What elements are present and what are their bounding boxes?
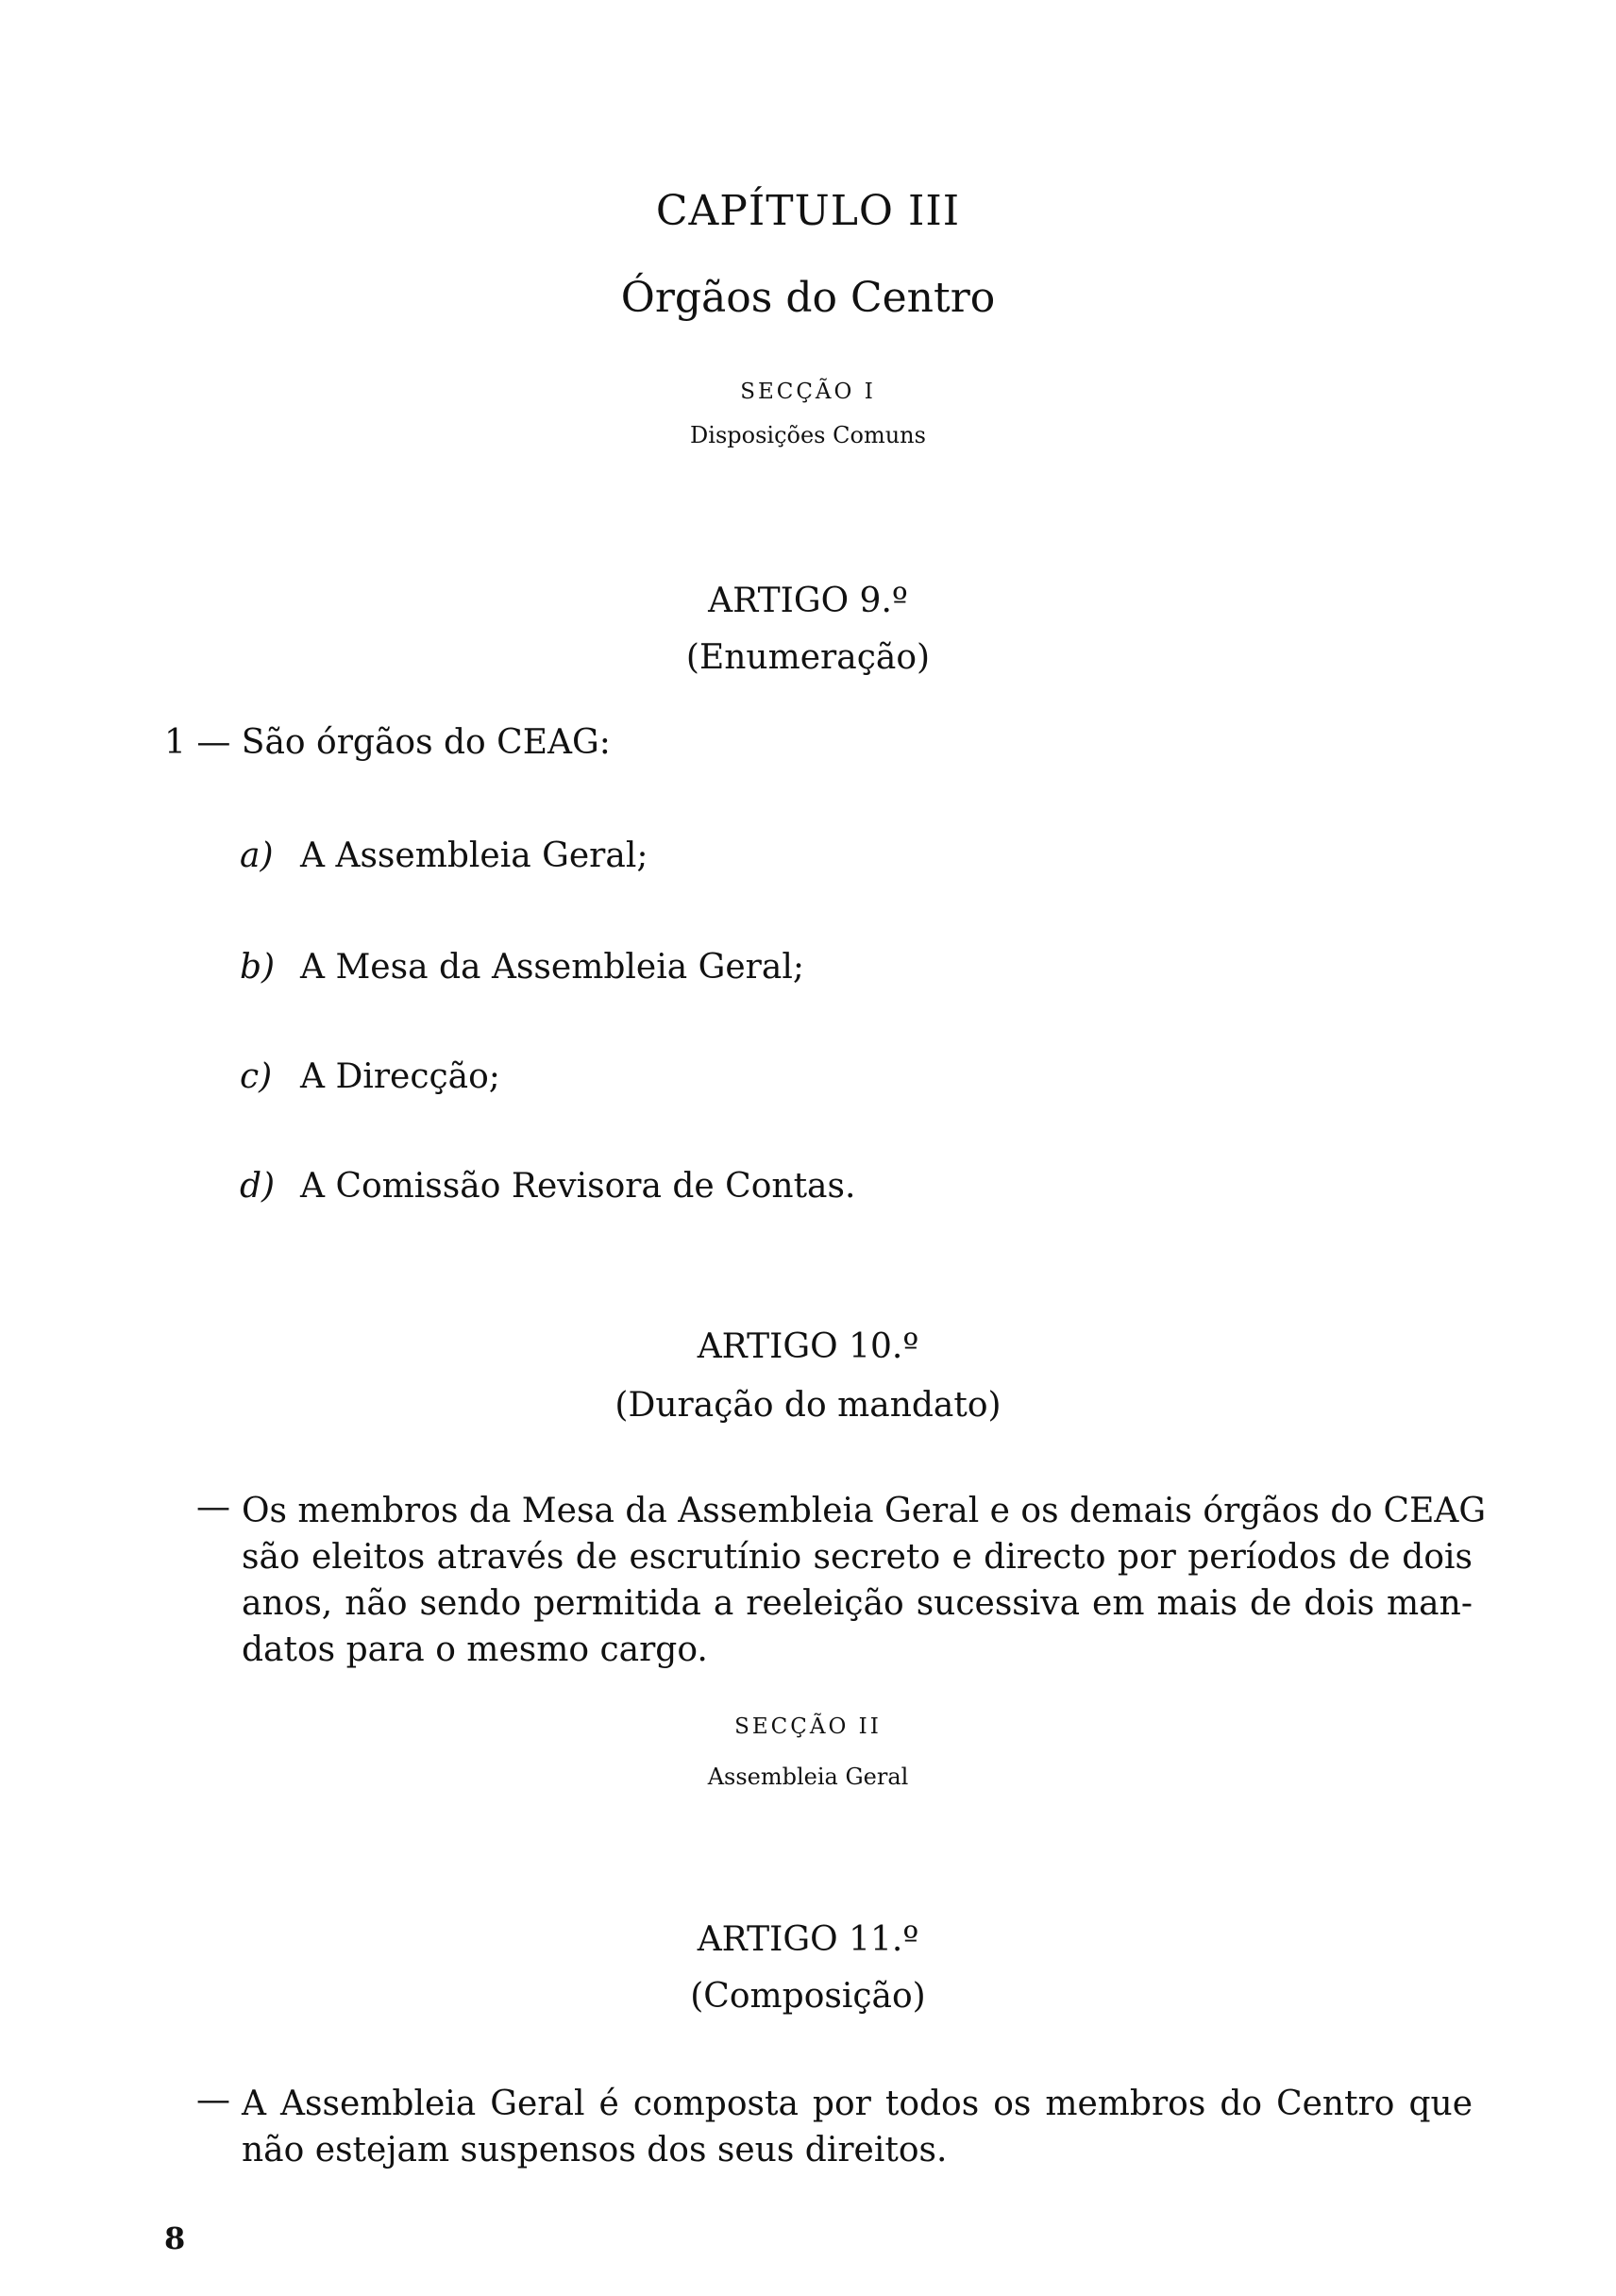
section-1-label: SECÇÃO I bbox=[740, 380, 876, 404]
article-10-dash: — bbox=[196, 1488, 230, 1527]
article-9-heading: (Enumeração) bbox=[685, 638, 931, 677]
article-10-paragraph bbox=[242, 1488, 1487, 1673]
paragraph-line: datos para o mesmo cargo. bbox=[242, 1630, 708, 1669]
section-2-name: Assembleia Geral bbox=[707, 1764, 909, 1790]
item-text: A Direcção; bbox=[300, 1057, 500, 1096]
article-11-number: ARTIGO 11.º bbox=[697, 1920, 919, 1959]
item-text: A Assembleia Geral; bbox=[300, 836, 648, 875]
article-11-heading: (Composição) bbox=[690, 1977, 926, 2016]
item-letter: b) bbox=[240, 948, 276, 987]
section-2-label: SECÇÃO II bbox=[734, 1714, 882, 1739]
list-item bbox=[240, 948, 804, 987]
item-letter: a) bbox=[240, 836, 274, 875]
article-11-paragraph bbox=[242, 2081, 1473, 2173]
item-letter: d) bbox=[240, 1167, 276, 1206]
paragraph-line: A Assembleia Geral é composta por todos os membros do Centro que bbox=[242, 2085, 1473, 2123]
section-1-name: Disposições Comuns bbox=[690, 422, 926, 448]
paragraph-line: são eleitos através de escrutínio secreto e directo por períodos de dois bbox=[242, 1538, 1473, 1577]
article-9-number: ARTIGO 9.º bbox=[708, 582, 908, 620]
article-11-dash: — bbox=[196, 2081, 230, 2119]
article-9-intro: 1 — São órgãos do CEAG: bbox=[164, 723, 611, 762]
paragraph-line: não estejam suspensos dos seus direitos. bbox=[242, 2131, 948, 2169]
list-item bbox=[240, 1167, 855, 1206]
page-number: 8 bbox=[164, 2220, 186, 2256]
list-item bbox=[240, 836, 648, 875]
item-letter: c) bbox=[240, 1057, 273, 1096]
article-10-heading: (Duração do mandato) bbox=[614, 1386, 1002, 1425]
article-10-number: ARTIGO 10.º bbox=[697, 1327, 919, 1366]
paragraph-line: Os membros da Mesa da Assembleia Geral e os demais órgãos do CEAG bbox=[242, 1492, 1487, 1530]
paragraph-line: anos, não sendo permitida a reeleição sucessiva em mais de dois man- bbox=[242, 1584, 1473, 1623]
item-text: A Mesa da Assembleia Geral; bbox=[300, 948, 804, 987]
item-text: A Comissão Revisora de Contas. bbox=[300, 1167, 856, 1206]
list-item bbox=[240, 1057, 500, 1096]
chapter-subtitle: Órgãos do Centro bbox=[620, 274, 996, 322]
chapter-title: CAPÍTULO III bbox=[655, 187, 961, 235]
